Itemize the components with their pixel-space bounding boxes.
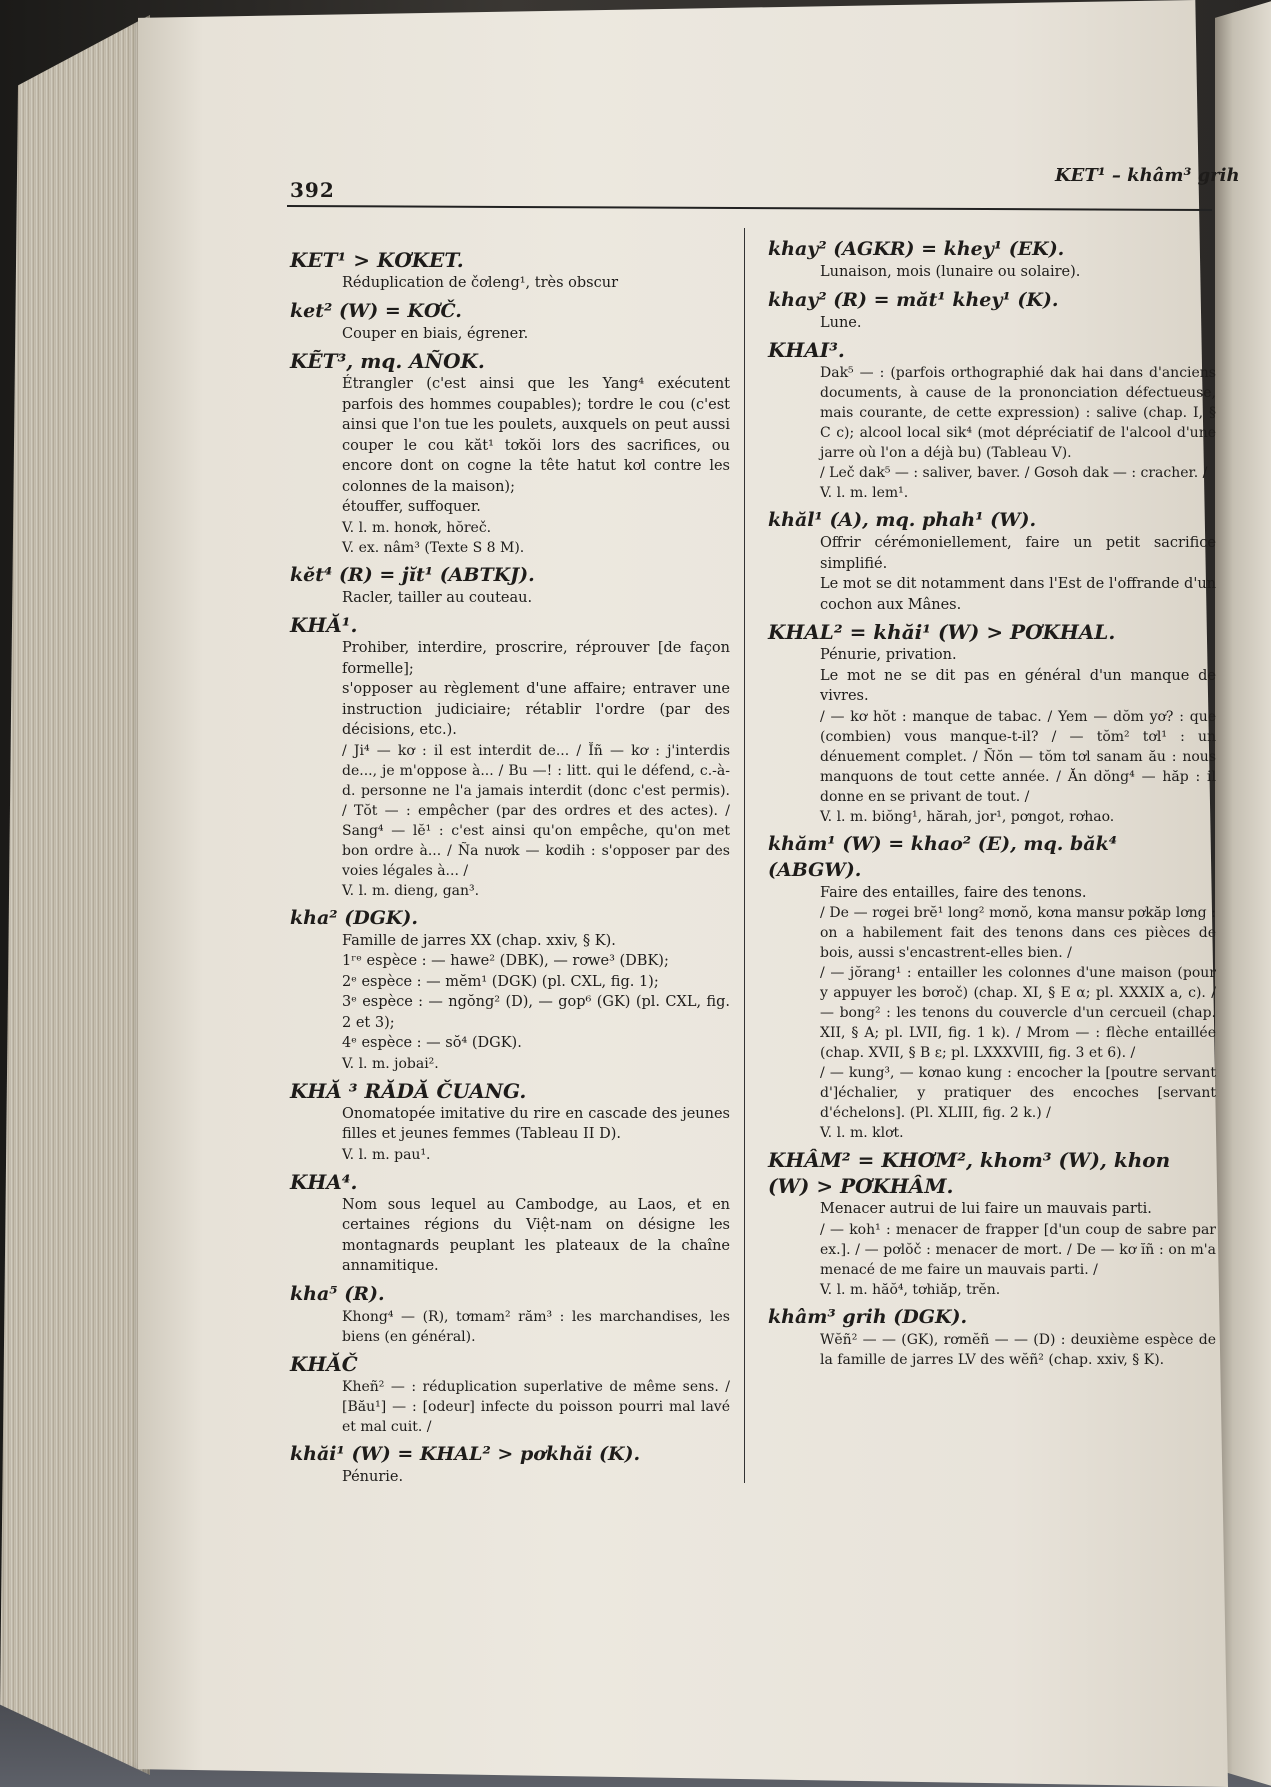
entry-headword: khăl¹ (A), mq. phah¹ (W). xyxy=(768,509,1037,531)
entry-line: Khong⁴ — (R), tơmam² răm³ : les marchandises, les biens (en général). xyxy=(342,1308,730,1345)
entry xyxy=(768,507,1216,615)
entry-headword: kha⁵ (R). xyxy=(290,1282,385,1305)
entry-line: V. l. m. lem¹. xyxy=(820,485,909,501)
entry-line: étouffer, suffoquer. xyxy=(342,499,481,515)
entry-line: Pénurie, privation. xyxy=(820,647,957,663)
entry xyxy=(290,562,730,609)
entry-headword: khâm³ grih (DGK). xyxy=(768,1305,968,1328)
entry-line: Famille de jarres XX (chap. xxiv, § K). xyxy=(342,932,616,949)
entry-line: 1ʳᵉ espèce : — hawe² (DBK), — rơwe³ (DBK); xyxy=(342,953,669,969)
entry-line: / De — rơgei brĕ¹ long² mơnŏ, kơna mansư pơkăp lơng : on a habilement fait des tenons dans ces pièces de bois, aussi s'encastrent-elles bien. / xyxy=(820,905,1216,961)
entry-line: Pénurie. xyxy=(342,1468,404,1485)
left-column xyxy=(290,243,730,1487)
entry-line: / — kung³, — kơnao kung : encocher la [poutre servant d']échalier, y pratiquer des encoches [servant d'échelons]. (Pl. XLIII, fig. 2 k.) / xyxy=(820,1065,1216,1121)
entry-headword: KHAL² = khăi¹ (W) > PƠKHAL. xyxy=(768,620,1116,644)
entry xyxy=(290,247,730,294)
entry-line: V. ex. nâm³ (Texte S 8 M). xyxy=(342,539,525,556)
entry-line: Lune. xyxy=(820,314,862,331)
entry-line: Wĕñ² — — (GK), rơmĕñ — — (D) : deuxième espèce de la famille de jarres LV des wĕñ² (chap. xxiv, § K). xyxy=(820,1331,1216,1368)
entry-headword: kĕt⁴ (R) = jĭt¹ (ABTKJ). xyxy=(290,563,535,586)
entry-headword: kha² (DGK). xyxy=(290,906,419,929)
entry-line: Racler, tailler au couteau. xyxy=(342,589,533,606)
entry-line: 3ᵉ espèce : — ngŏng² (D), — gop⁶ (GK) (pl. CXL, fig. 2 et 3); xyxy=(342,994,730,1031)
entry xyxy=(768,1304,1216,1370)
entry-line: Lunaison, mois (lunaire ou solaire). xyxy=(820,264,1081,280)
right-column xyxy=(768,232,1216,1370)
entry-headword: KHA⁴. xyxy=(290,1169,358,1194)
entry-headword: KHAI³. xyxy=(768,338,845,362)
entry-line: V. l. m. pau¹. xyxy=(342,1146,431,1163)
entry xyxy=(290,612,730,901)
entry-line: Couper en biais, égrener. xyxy=(342,325,529,342)
page-stack-edges xyxy=(0,15,150,1775)
entry-line: Prohiber, interdire, proscrire, réprouver [de façon formelle]; xyxy=(342,640,730,677)
entry-headword: KHĂ ³ RĂDĂ ČUANG. xyxy=(290,1078,527,1103)
entry-line: / — kơ hŏt : manque de tabac. / Yem — dŏm yơ? : que (combien) vous manque-t-il? / — tŏm² tơl¹ : un dénuement complet. / Ñŏn — tŏm tơl sanam ău : nous manquons de tout cette année. / Ăn dŏng⁴ — hăp : il donne en se privant de tout. / xyxy=(820,708,1216,805)
entry-headword: ket² (W) = KƠČ. xyxy=(290,299,462,322)
entry-line: 2ᵉ espèce : — mĕm¹ (DGK) (pl. CXL, fig. 1); xyxy=(342,973,659,990)
entry xyxy=(768,619,1216,827)
entry-line: 4ᵉ espèce : — sŏ⁴ (DGK). xyxy=(342,1035,522,1051)
entry-line: V. l. m. jobai². xyxy=(342,1055,439,1072)
entry-line: Onomatopée imitative du rire en cascade des jeunes filles et jeunes femmes (Tableau II D). xyxy=(342,1105,730,1142)
entry-line: / Ji⁴ — kơ : il est interdit de... / Ĭñ — kơ : j'interdis de..., je m'oppose à... / Bu —! : litt. qui le défend, c.-à-d. personne ne l'a jamais interdit (donc c'est permis). / Tŏt — : empêcher (par des ordres et des actes). / Sang⁴ — lĕ¹ : c'est ainsi qu'on empêche, qu'on met bon ordre à... / Ña nươk — kơdih : s'opposer par des voies légales à... / xyxy=(342,742,730,879)
entry xyxy=(768,337,1216,503)
entry-line: / — jŏrang¹ : entailler les colonnes d'une maison (pour y appuyer les bơroč) (chap. XI, § E α; pl. XXXIX a, c). / — bong² : les tenons du couvercle d'un cercueil (chap. XII, § A; pl. LVII, fig. 1 k). / Mrom — : flèche entaillée (chap. XVII, § B ε; pl. LXXXVIII, fig. 3 et 6). / xyxy=(820,965,1216,1061)
column-divider xyxy=(744,228,745,1483)
entry-line: Kheñ² — : réduplication superlative de même sens. / [Bău¹] — : [odeur] infecte du poisson pourri mal lavé et mal cuit. / xyxy=(342,1378,730,1435)
entry xyxy=(768,236,1216,283)
entry xyxy=(290,298,730,345)
entry-line: V. l. m. klơt. xyxy=(820,1125,904,1141)
entry-line: / — koh¹ : menacer de frapper [d'un coup de sabre par ex.]. / — pơlŏč : menacer de mort. / De — kơ ĭñ : on m'a menacé de me faire un mauvais parti. / xyxy=(820,1221,1216,1278)
page-number: 392 xyxy=(290,178,335,202)
entry-line: Le mot ne se dit pas en général d'un manque de vivres. xyxy=(820,667,1216,704)
entry-headword: KET¹ > KƠKET. xyxy=(290,248,464,272)
entry xyxy=(290,1441,730,1488)
entry xyxy=(768,1147,1216,1300)
entry-headword: KHÂM² = KHƠM², khom³ (W), khon (W) > PƠKHÂM. xyxy=(768,1148,1171,1198)
entry-headword: KẼT³, mq. AÑOK. xyxy=(290,349,485,373)
entry-line: V. l. m. honơk, hŏreč. xyxy=(342,519,492,536)
entry xyxy=(768,831,1216,1144)
entry xyxy=(290,905,730,1074)
entry-line: Menacer autrui de lui faire un mauvais parti. xyxy=(820,1201,1152,1217)
entry-line: Le mot se dit notamment dans l'Est de l'offrande d'un cochon aux Mânes. xyxy=(820,576,1216,613)
entry-line: s'opposer au règlement d'une affaire; entraver une instruction judiciaire; rétablir l'ordre (par des décisions, etc.). xyxy=(342,681,730,738)
entry-headword: khay² (R) = măt¹ khey¹ (K). xyxy=(768,288,1059,311)
entry-line: Dak⁵ — : (parfois orthographié dak hai dans d'anciens documents, à cause de la prononciation défectueuse, mais courante, de cette expression) : salive (chap. I, § C c); alcool local sik⁴ (mot dépréciatif de l'alcool d'une jarre où l'on a déjà bu) (Tableau V). xyxy=(820,365,1216,461)
entry-line: Offrir cérémoniellement, faire un petit sacrifice simplifié. xyxy=(820,535,1216,572)
entry-line: Nom sous lequel au Cambodge, au Laos, et en certaines régions du Việt-nam on désigne les montagnards peuplant les plateaux de la chaîne annamitique. xyxy=(342,1196,730,1274)
entry-headword: khay² (AGKR) = khey¹ (EK). xyxy=(768,238,1065,260)
entry-headword: KHĂČ xyxy=(290,1351,358,1376)
entry-line: Étrangler (c'est ainsi que les Yang⁴ exécutent parfois des hommes coupables); tordre le cou (c'est ainsi que l'on tue les poulets, auxquels on peut aussi couper le cou kăt¹ tơkŏi lors des sacrifices, ou encore dont on cogne la tête hatut kơl contre les colonnes de la maison); xyxy=(342,376,730,495)
entry-headword: khăm¹ (W) = khao² (E), mq. băk⁴ (ABGW). xyxy=(768,832,1118,881)
entry-headword: KHĂ¹. xyxy=(290,613,358,637)
entry-line: V. l. m. dieng, gan³. xyxy=(342,882,480,899)
entry xyxy=(290,1078,730,1165)
facing-page-edge xyxy=(1215,0,1271,1787)
entry-line: / Leč dak⁵ — : saliver, baver. / Gơsoh dak — : cracher. / xyxy=(820,465,1208,481)
entry-line: V. l. m. hăŏ⁴, tơhiăp, trĕn. xyxy=(820,1281,1001,1298)
entry xyxy=(290,1169,730,1277)
entry-headword: khăi¹ (W) = KHAL² > pơkhăi (K). xyxy=(290,1442,641,1465)
entry-line: Faire des entailles, faire des tenons. xyxy=(820,884,1087,901)
entry xyxy=(290,1281,730,1347)
entry-line: V. l. m. biŏng¹, hărah, jor¹, pơngot, rơhao. xyxy=(820,808,1115,825)
entry-line: Réduplication de čơleng¹, très obscur xyxy=(342,275,619,291)
entry xyxy=(290,348,730,558)
entry xyxy=(768,287,1216,334)
running-head: KET¹ – khâm³ grih xyxy=(1055,165,1240,186)
entry xyxy=(290,1351,730,1437)
